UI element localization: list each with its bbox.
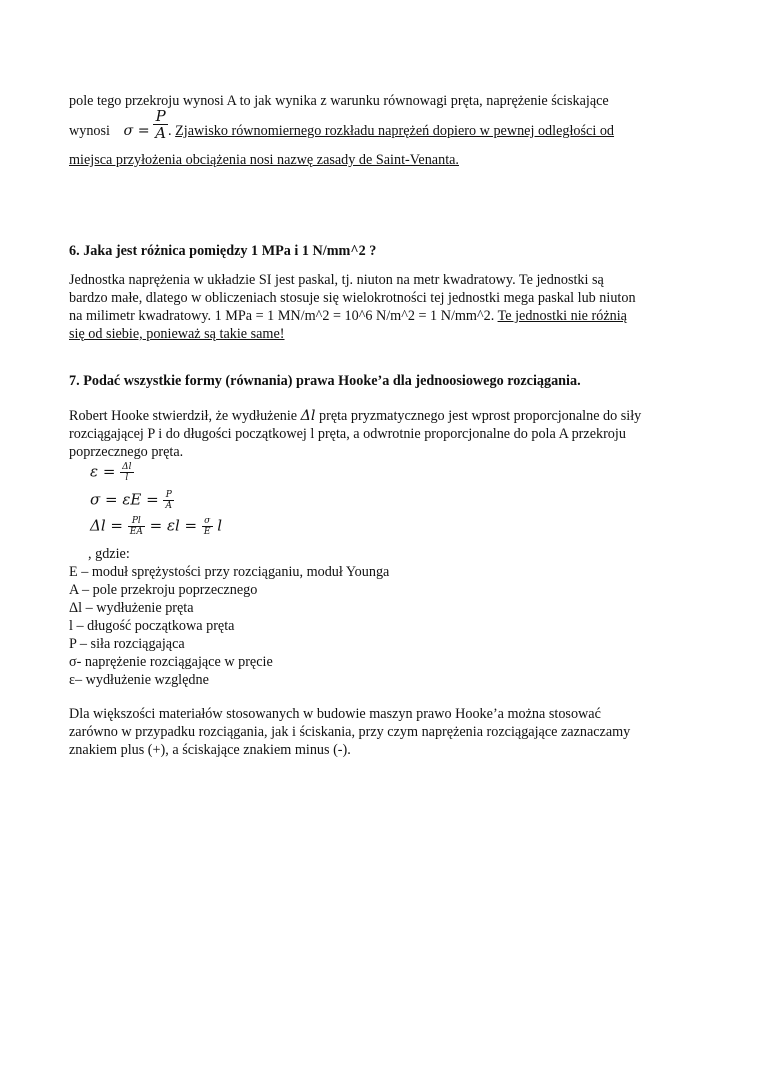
- q6-line-3: [69, 307, 627, 325]
- q7-p1-rest: pręta pryzmatycznego jest wprost proporcjonalne do siły: [319, 408, 642, 424]
- eq2-den: A: [165, 501, 172, 511]
- def-item-a: A – pole przekroju poprzecznego: [69, 582, 258, 598]
- saint-venant-underlined-2: miejsca przyłożenia obciążenia nosi nazwę zasady de Saint-Venanta.: [69, 152, 459, 168]
- q7-heading: 7. Podać wszystkie formy (równania) prawa Hooke’a dla jednoosiowego rozciągania.: [69, 373, 581, 389]
- eq1-lhs: ε =: [90, 462, 116, 481]
- q6-line-1: Jednostka naprężenia w układzie SI jest paskal, tj. niuton na metr kwadratowy. Te jednostki są: [69, 272, 604, 288]
- formula-fraction-p-over-a: [153, 108, 168, 141]
- eq3-den2: E: [203, 527, 211, 537]
- equation-strain: [90, 462, 134, 483]
- formula-sigma-equals: σ =: [123, 123, 150, 139]
- eq1-fraction: [120, 462, 133, 483]
- eq3-den1: EA: [129, 527, 143, 537]
- eq3-mid: = εl =: [149, 516, 198, 535]
- q6-heading: 6. Jaka jest różnica pomiędzy 1 MPa i 1 N/mm^2 ?: [69, 243, 377, 259]
- q7-p1-delta-l: Δl: [300, 408, 316, 424]
- eq3-num1: Pl: [128, 516, 145, 527]
- eq3-tail: l: [217, 516, 223, 535]
- eq3-fraction-1: [128, 516, 145, 537]
- def-item-sigma: σ- naprężenie rozciągające w pręcie: [69, 654, 273, 670]
- intro-wynosi: wynosi: [69, 123, 110, 139]
- q7-para-line-1: [69, 407, 641, 425]
- closing-line-3: znakiem plus (+), a ściskające znakiem minus (-).: [69, 742, 351, 758]
- q7-para-line-3: poprzecznego pręta.: [69, 444, 184, 460]
- gdzie-label: , gdzie:: [88, 546, 130, 562]
- intro-line-1: pole tego przekroju wynosi A to jak wynika z warunku równowagi pręta, naprężenie ściskające: [69, 93, 609, 109]
- formula-denominator: A: [155, 124, 167, 143]
- closing-line-1: Dla większości materiałów stosowanych w budowie maszyn prawo Hooke’a można stosować: [69, 706, 601, 722]
- def-item-delta-l: Δl – wydłużenie pręta: [69, 600, 194, 616]
- eq2-fraction: [163, 490, 174, 511]
- def-item-e: E – moduł sprężystości przy rozciąganiu, moduł Younga: [69, 564, 390, 580]
- eq3-lhs: Δl =: [90, 516, 123, 535]
- intro-line-2: [69, 107, 615, 143]
- q6-line-4-underlined: się od siebie, ponieważ są takie same!: [69, 326, 285, 342]
- q6-line-3-underlined: Te jednostki nie różnią: [497, 308, 627, 324]
- q6-line-2: bardzo małe, dlatego w obliczeniach stosuje się wielokrotności tej jednostki mega paskal lub niuton: [69, 290, 636, 306]
- eq3-num2: σ: [202, 516, 213, 527]
- def-item-l: l – długość początkowa pręta: [69, 618, 235, 634]
- eq1-den: l: [125, 473, 129, 483]
- formula-numerator: P: [153, 108, 168, 125]
- q7-p1-start: Robert Hooke stwierdził, że wydłużenie: [69, 408, 298, 424]
- equation-stress: [90, 490, 174, 511]
- closing-line-2: zarówno w przypadku rozciągania, jak i ściskania, przy czym naprężenia rozciągające zaznaczamy: [69, 724, 631, 740]
- def-item-p: P – siła rozciągająca: [69, 636, 185, 652]
- eq2-num: P: [163, 490, 174, 501]
- q7-para-line-2: rozciągającej P i do długości początkowej l pręta, a odwrotnie proporcjonalne do pola A przekroju: [69, 426, 626, 442]
- saint-venant-underlined-1: Zjawisko równomiernego rozkładu naprężeń dopiero w pewnej odległości od: [175, 123, 615, 139]
- eq3-fraction-2: [202, 516, 213, 537]
- eq1-num: Δl: [122, 462, 132, 472]
- eq2-lhs: σ = εE =: [90, 490, 159, 509]
- intro-period: .: [168, 123, 176, 139]
- def-item-epsilon: ε– wydłużenie względne: [69, 672, 209, 688]
- equation-elongation: [90, 516, 222, 537]
- q6-line-3-plain: na milimetr kwadratowy. 1 MPa = 1 MN/m^2 = 10^6 N/m^2 = 1 N/mm^2.: [69, 308, 498, 324]
